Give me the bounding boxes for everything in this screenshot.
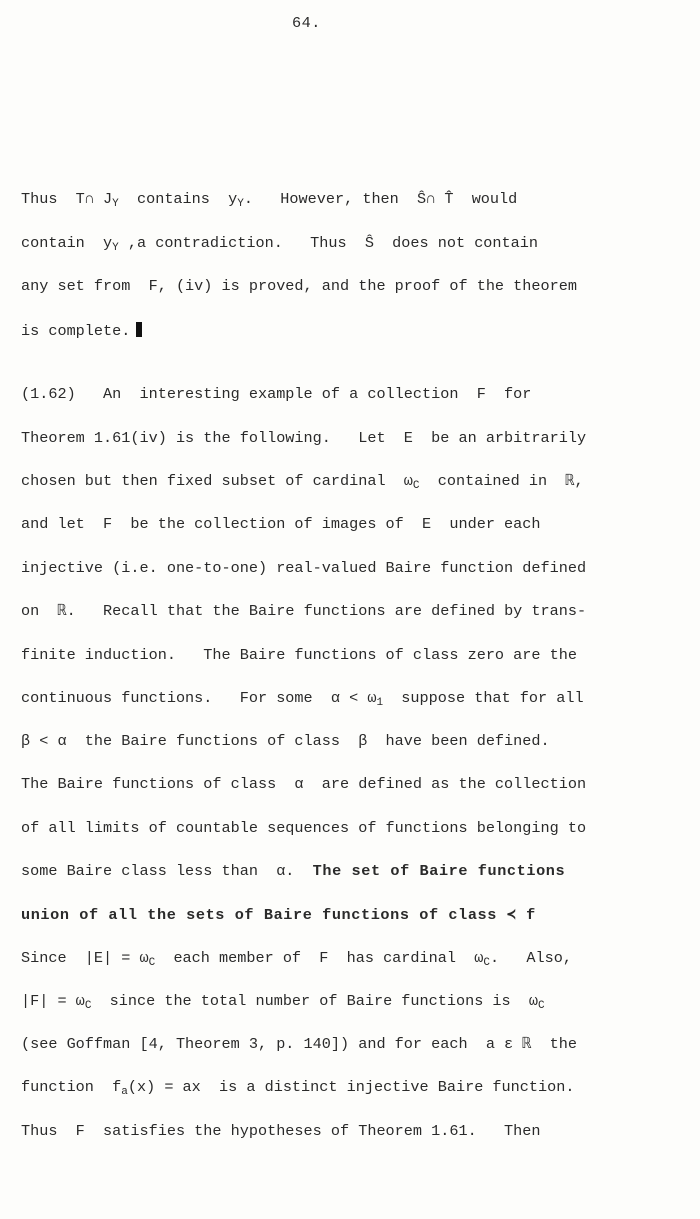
text-line: union of all the sets of Baire functions of class ≺ f — [21, 906, 536, 924]
text-line: contain $y_Y$ ,a contradiction. Thus Ŝ does not contain — [21, 234, 538, 254]
text-line: (see Goffman [4, Theorem 3, p. 140]) and for each a ε ℝ the — [21, 1035, 577, 1053]
text-line: Thus F satisfies the hypotheses of Theorem 1.61. Then — [21, 1122, 541, 1140]
text-line: some Baire class less than α. The set of Baire functions — [21, 862, 566, 880]
text-line: chosen but then fixed subset of cardinal $\omega_C$ contained in ℝ, — [21, 472, 584, 492]
text-line: Since $|E| = \omega_C$ each member of F has cardinal $\omega_C$. Also, — [21, 949, 572, 969]
text-line: on ℝ. Recall that the Baire functions are defined by trans- — [21, 602, 587, 620]
text-line: is complete. — [21, 322, 142, 339]
text-line: Theorem 1.61(iv) is the following. Let E be an arbitrarily — [21, 429, 587, 447]
text-line: finite induction. The Baire functions of class zero are the — [21, 646, 577, 664]
text-line: continuous functions. For some $\alpha < \omega_1$ suppose that for all — [21, 689, 584, 709]
text-line: Thus T∩ $J_Y$ contains $y_Y$. However, then Ŝ∩ T̂ would — [21, 190, 518, 210]
text-line: (1.62) An interesting example of a collection F for — [21, 385, 532, 403]
text-line: and let F be the collection of images of E under each — [21, 515, 541, 533]
page-number: 64. — [292, 14, 321, 32]
text-line: of all limits of countable sequences of functions belonging to — [21, 819, 587, 837]
text-line: The Baire functions of class α are defined as the collection — [21, 775, 587, 793]
text-line: $|F| = \omega_C$ since the total number of Baire functions is $\omega_C$ — [21, 992, 545, 1012]
text-line: β < α the Baire functions of class β have been defined. — [21, 732, 550, 750]
end-of-proof-mark — [136, 322, 142, 337]
text-line: injective (i.e. one-to-one) real-valued Baire function defined — [21, 559, 587, 577]
text-line: function $f_a(x)$ = ax is a distinct injective Baire function. — [21, 1078, 575, 1098]
text-line: any set from F, (iv) is proved, and the proof of the theorem — [21, 277, 577, 295]
